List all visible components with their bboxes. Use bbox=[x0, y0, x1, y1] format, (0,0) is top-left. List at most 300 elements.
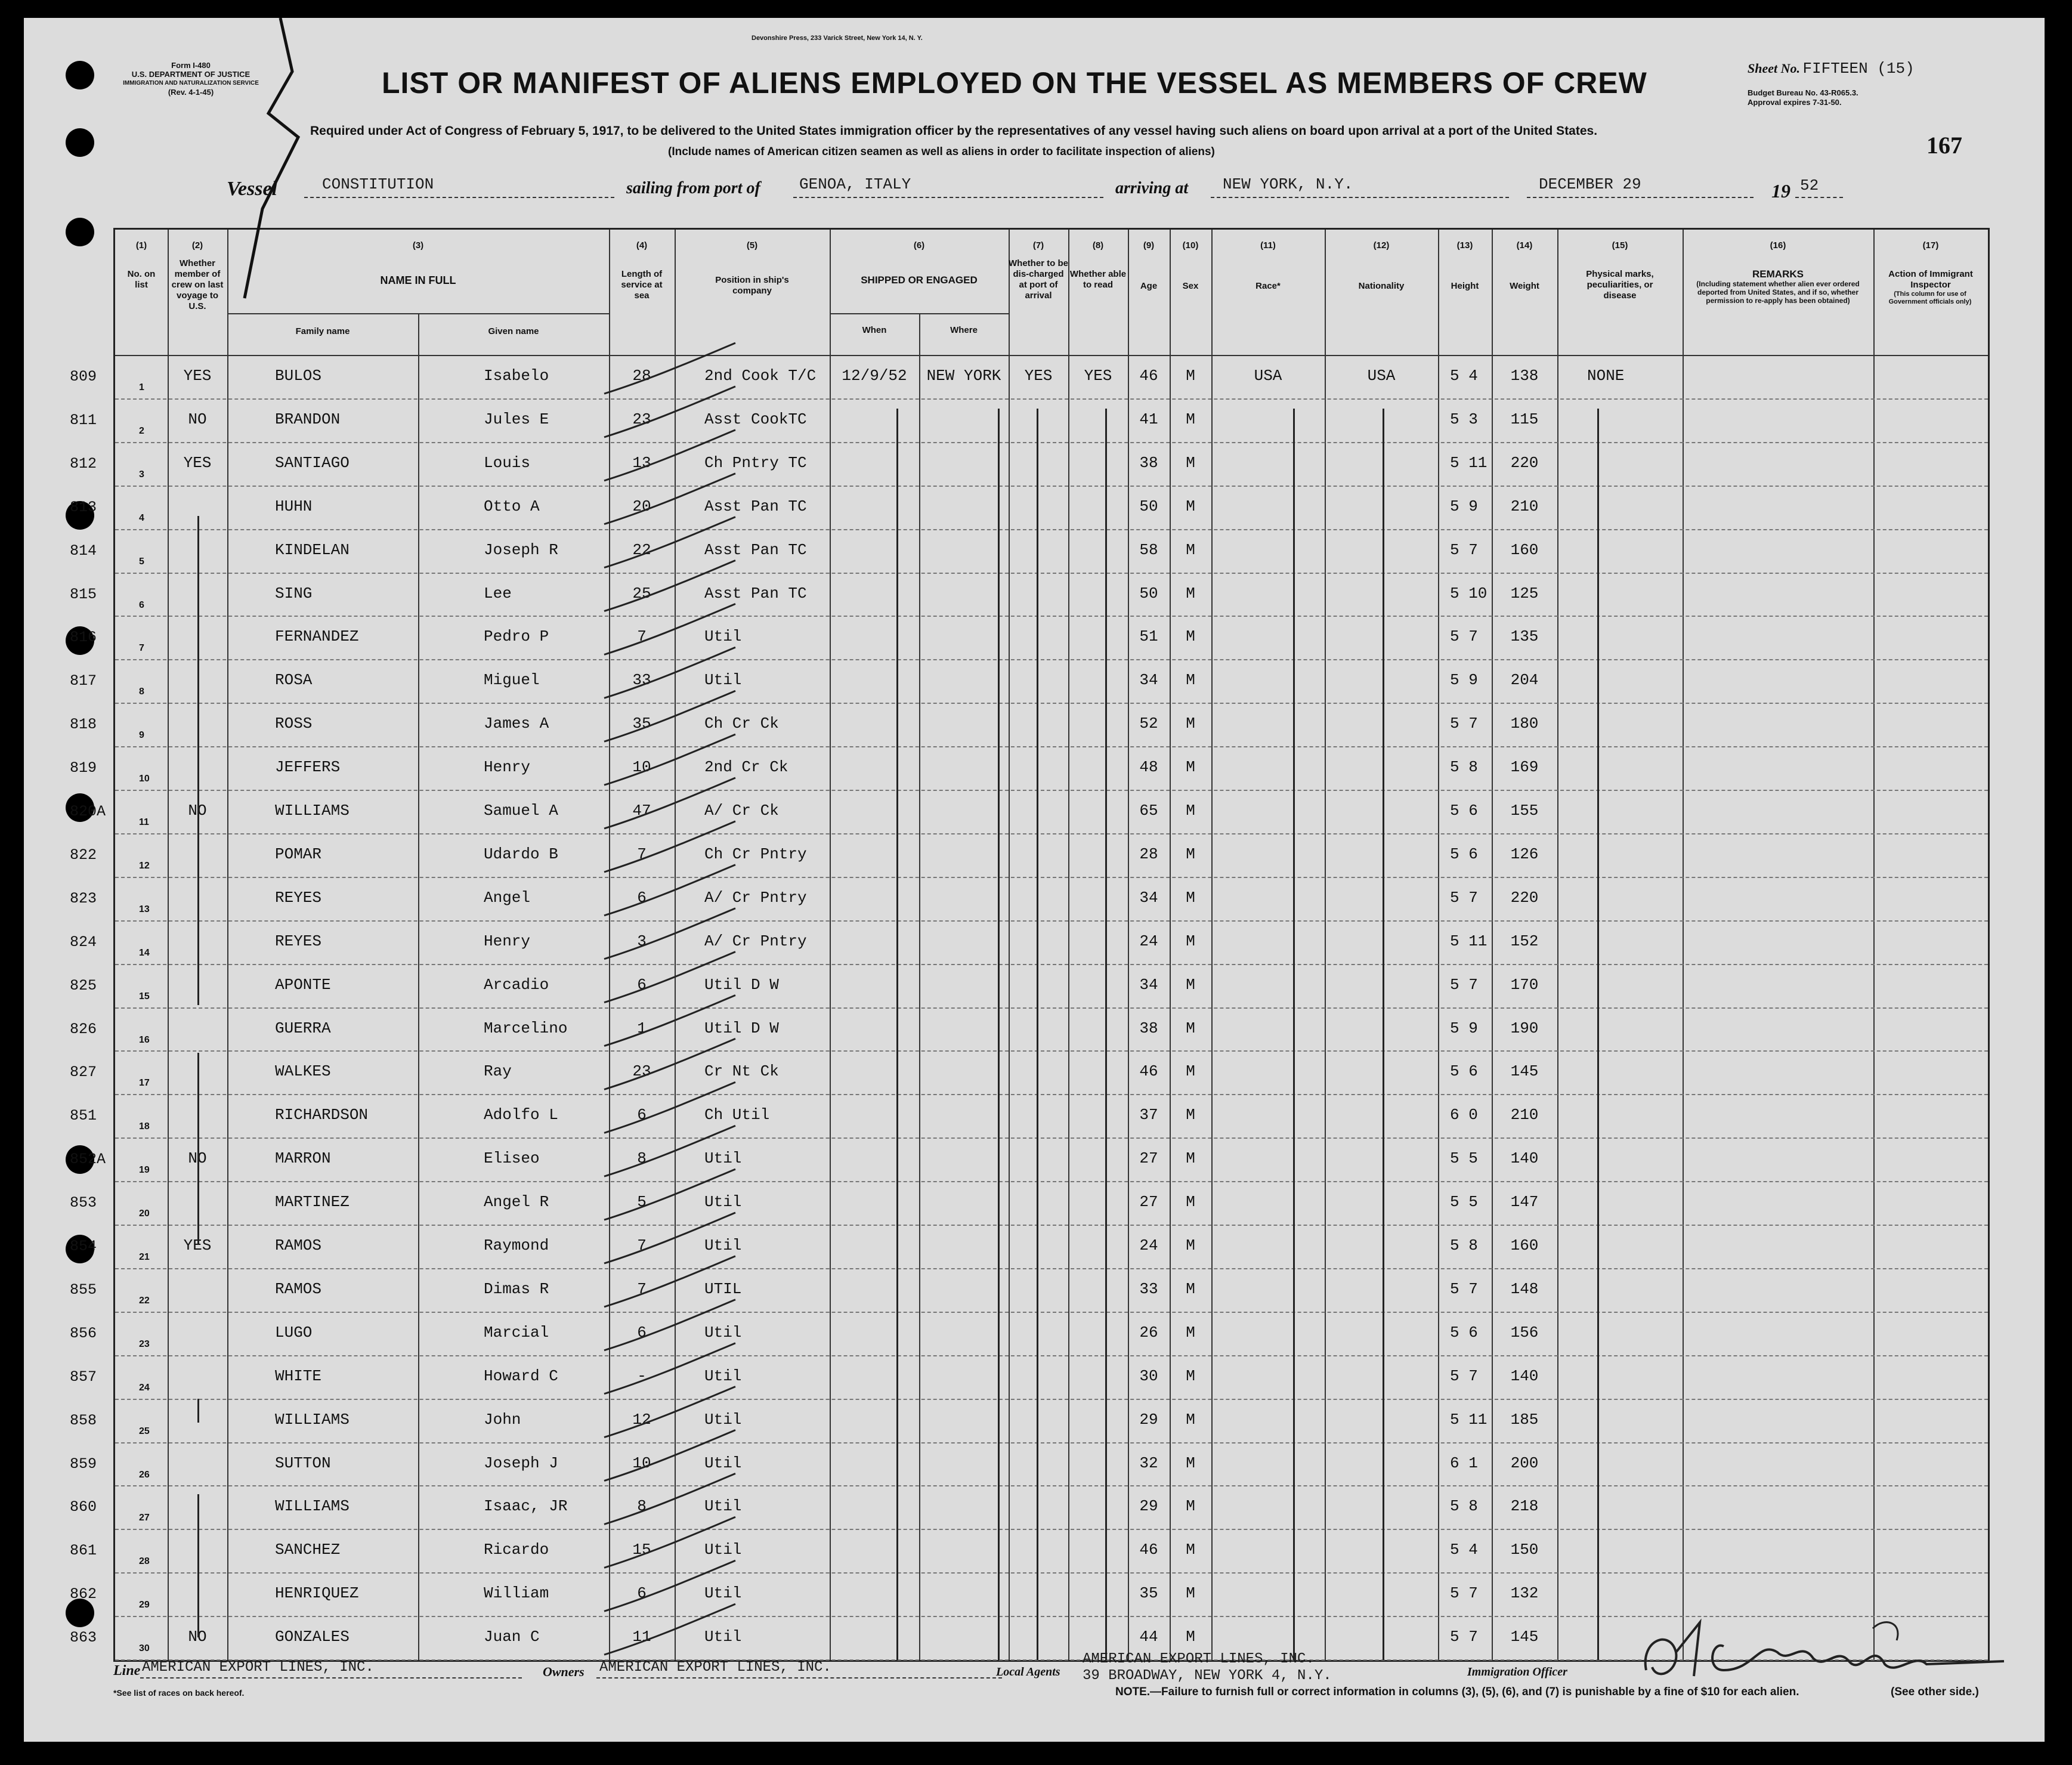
cell-sex: M bbox=[1186, 1628, 1195, 1646]
cell-family: RAMOS bbox=[275, 1237, 322, 1254]
cell-age: 27 bbox=[1139, 1193, 1158, 1211]
fine-note: NOTE.—Failure to furnish full or correct information in columns (3), (5), (6), and (7) is punishable by a fine of $10 for each alien. bbox=[1115, 1686, 1799, 1698]
cell-position: Util bbox=[704, 1367, 742, 1385]
check-stroke bbox=[604, 647, 735, 698]
check-strokes bbox=[580, 230, 879, 1660]
cell-given: Henry bbox=[484, 758, 531, 777]
cell-position: Asst Pan TC bbox=[704, 497, 807, 515]
cell-position: Util bbox=[704, 1193, 742, 1211]
col-when: When bbox=[862, 325, 887, 335]
row-divider bbox=[115, 1137, 1988, 1139]
cell-age: 34 bbox=[1139, 671, 1158, 690]
cell-family: ROSS bbox=[275, 715, 313, 733]
cell-age: 29 bbox=[1139, 1497, 1158, 1516]
cell-sex: M bbox=[1186, 975, 1195, 994]
cell-age: 50 bbox=[1139, 497, 1158, 515]
cell-age: 32 bbox=[1139, 1454, 1158, 1472]
row-number: 16 bbox=[139, 1034, 150, 1045]
cell-age: 27 bbox=[1139, 1149, 1158, 1168]
col-family-name: Family name bbox=[295, 326, 350, 336]
cell-height: 5 8 bbox=[1450, 1497, 1478, 1516]
officer-label: Immigration Officer bbox=[1467, 1665, 1567, 1679]
ditto-mark bbox=[197, 516, 199, 1005]
cell-sex: M bbox=[1186, 1106, 1195, 1124]
row-number: 25 bbox=[139, 1426, 150, 1436]
vessel-label: Vessel bbox=[227, 178, 277, 200]
cell-age: 29 bbox=[1139, 1410, 1158, 1429]
cell-position: Util bbox=[704, 1541, 742, 1559]
check-stroke bbox=[604, 1082, 735, 1133]
row-code: 825 bbox=[70, 976, 97, 994]
cell-weight: 150 bbox=[1510, 1541, 1539, 1559]
cell-weight: 160 bbox=[1510, 540, 1539, 559]
row-number: 21 bbox=[139, 1252, 150, 1262]
row-code: 852A bbox=[70, 1151, 106, 1169]
cell-weight: 152 bbox=[1510, 932, 1539, 950]
cell-crew: NO bbox=[188, 410, 207, 428]
check-stroke bbox=[604, 1300, 735, 1350]
check-stroke bbox=[604, 865, 735, 916]
row-divider bbox=[115, 1007, 1988, 1009]
sheet-value: FIFTEEN (15) bbox=[1802, 60, 1915, 78]
check-stroke bbox=[604, 1387, 735, 1438]
row-number: 6 bbox=[139, 599, 144, 610]
check-stroke bbox=[604, 343, 735, 394]
row-divider bbox=[115, 1442, 1988, 1443]
row-code: 863 bbox=[70, 1629, 97, 1647]
line-label: Line bbox=[113, 1663, 141, 1679]
row-code: 857 bbox=[70, 1368, 97, 1386]
row-divider bbox=[115, 573, 1988, 574]
cell-position: Asst Pan TC bbox=[704, 584, 807, 602]
page-title: LIST OR MANIFEST OF ALIENS EMPLOYED ON THE VESSEL AS MEMBERS OF CREW bbox=[382, 66, 1647, 100]
cell-age: 34 bbox=[1139, 888, 1158, 907]
cell-given: Angel R bbox=[484, 1193, 549, 1211]
cell-age: 35 bbox=[1139, 1584, 1158, 1603]
row-code: 819 bbox=[70, 759, 97, 777]
cell-family: JEFFERS bbox=[275, 758, 341, 777]
row-number: 30 bbox=[139, 1643, 150, 1654]
col-shipped-engaged: SHIPPED OR ENGAGED bbox=[861, 274, 978, 286]
cell-position: Util bbox=[704, 1410, 742, 1429]
ditto-mark bbox=[896, 409, 898, 1660]
cell-weight: 115 bbox=[1510, 410, 1539, 428]
cell-sex: M bbox=[1186, 1323, 1195, 1341]
check-stroke bbox=[604, 387, 735, 437]
check-stroke bbox=[604, 1473, 735, 1524]
cell-weight: 220 bbox=[1510, 453, 1539, 472]
cell-position: Util bbox=[704, 1497, 742, 1516]
row-divider bbox=[115, 1225, 1988, 1226]
cell-service: 25 bbox=[632, 584, 651, 602]
cell-height: 5 4 bbox=[1450, 367, 1478, 385]
check-stroke bbox=[604, 734, 735, 785]
cell-age: 41 bbox=[1139, 410, 1158, 428]
cell-sex: M bbox=[1186, 1019, 1195, 1037]
cell-age: 48 bbox=[1139, 758, 1158, 777]
cell-age: 26 bbox=[1139, 1323, 1158, 1341]
cell-height: 6 0 bbox=[1450, 1106, 1478, 1124]
row-divider bbox=[115, 833, 1988, 834]
cell-position: Ch Util bbox=[704, 1106, 770, 1124]
cell-given: John bbox=[484, 1410, 521, 1429]
check-stroke bbox=[604, 778, 735, 829]
cell-sex: M bbox=[1186, 1237, 1195, 1254]
row-code: 814 bbox=[70, 542, 97, 560]
col-position: Position in ship's company bbox=[715, 275, 789, 296]
cell-weight: 155 bbox=[1510, 802, 1539, 820]
cell-weight: 145 bbox=[1510, 1062, 1539, 1081]
row-code: 809 bbox=[70, 368, 97, 385]
cell-height: 5 7 bbox=[1450, 715, 1478, 733]
row-number: 9 bbox=[139, 730, 144, 741]
row-code: 853 bbox=[70, 1194, 97, 1212]
cell-weight: 135 bbox=[1510, 628, 1539, 646]
check-stroke bbox=[604, 1560, 735, 1611]
cell-service: 23 bbox=[632, 410, 651, 428]
page-number: 167 bbox=[1926, 132, 1962, 159]
row-code: 817 bbox=[70, 672, 97, 690]
cell-position: Util bbox=[704, 671, 742, 690]
col-given-name: Given name bbox=[488, 326, 539, 336]
cell-height: 5 7 bbox=[1450, 1628, 1478, 1646]
row-code: 811 bbox=[70, 411, 97, 429]
cell-weight: 132 bbox=[1510, 1584, 1539, 1603]
cell-given: Samuel A bbox=[484, 802, 558, 820]
cell-sex: M bbox=[1186, 1541, 1195, 1559]
cell-given: Jules E bbox=[484, 410, 549, 428]
cell-family: SANTIAGO bbox=[275, 453, 350, 472]
cell-given: Juan C bbox=[484, 1628, 540, 1646]
cell-service: 47 bbox=[632, 802, 651, 820]
races-note: *See list of races on back hereof. bbox=[113, 1688, 245, 1698]
row-divider bbox=[115, 746, 1988, 747]
row-divider bbox=[115, 1268, 1988, 1269]
cell-sex: M bbox=[1186, 497, 1195, 515]
cell-position: 2nd Cr Ck bbox=[704, 758, 788, 777]
cell-position: Util bbox=[704, 1323, 742, 1341]
cell-race: USA bbox=[1254, 367, 1282, 385]
cell-position: Util bbox=[704, 1237, 742, 1254]
sheet-label: Sheet No. bbox=[1748, 61, 1800, 76]
check-stroke bbox=[604, 1126, 735, 1176]
row-divider bbox=[115, 1572, 1988, 1574]
cell-weight: 204 bbox=[1510, 671, 1539, 690]
row-code: 820A bbox=[70, 803, 106, 820]
cell-height: 5 6 bbox=[1450, 802, 1478, 820]
cell-age: 44 bbox=[1139, 1628, 1158, 1646]
cell-position: Ch Pntry TC bbox=[704, 453, 807, 472]
owners-value: AMERICAN EXPORT LINES, INC. bbox=[599, 1659, 831, 1676]
check-stroke bbox=[604, 1256, 735, 1307]
cell-given: Marcelino bbox=[484, 1019, 568, 1037]
cell-given: Joseph R bbox=[484, 540, 558, 559]
cell-sex: M bbox=[1186, 845, 1195, 863]
row-number: 7 bbox=[139, 643, 144, 654]
punch-hole bbox=[66, 128, 94, 157]
col-discharged: Whether to be dis-charged at port of arrival bbox=[1009, 258, 1068, 301]
cell-position: UTIL bbox=[704, 1279, 742, 1298]
check-stroke bbox=[604, 1430, 735, 1481]
row-code: 860 bbox=[70, 1498, 97, 1516]
service: IMMIGRATION AND NATURALIZATION SERVICE bbox=[123, 80, 259, 86]
cell-service: 33 bbox=[632, 671, 651, 690]
cell-height: 5 7 bbox=[1450, 628, 1478, 646]
cell-weight: 125 bbox=[1510, 584, 1539, 602]
cell-marks: NONE bbox=[1587, 367, 1625, 385]
cell-family: BULOS bbox=[275, 367, 322, 385]
paper-tear bbox=[227, 18, 322, 304]
cell-family: REYES bbox=[275, 932, 322, 950]
cell-given: Ricardo bbox=[484, 1541, 549, 1559]
row-number: 11 bbox=[139, 817, 149, 827]
row-number: 2 bbox=[139, 425, 144, 436]
sailing-label: sailing from port of bbox=[626, 179, 760, 197]
department: U.S. DEPARTMENT OF JUSTICE bbox=[131, 70, 251, 79]
cell-crew: NO bbox=[188, 1149, 207, 1168]
ditto-mark bbox=[1383, 409, 1384, 1660]
cell-age: 30 bbox=[1139, 1367, 1158, 1385]
row-number: 27 bbox=[139, 1513, 150, 1523]
cell-weight: 160 bbox=[1510, 1237, 1539, 1254]
check-stroke bbox=[604, 821, 735, 872]
col-height: Height bbox=[1451, 281, 1479, 291]
check-stroke bbox=[604, 691, 735, 741]
row-number: 5 bbox=[139, 556, 144, 567]
cell-weight: 185 bbox=[1510, 1410, 1539, 1429]
cell-service: 8 bbox=[637, 1497, 647, 1516]
row-number: 14 bbox=[139, 947, 150, 958]
row-number: 10 bbox=[139, 774, 150, 784]
row-number: 20 bbox=[139, 1208, 150, 1219]
cell-service: 6 bbox=[637, 888, 647, 907]
check-stroke bbox=[604, 561, 735, 611]
row-code: 822 bbox=[70, 846, 97, 864]
cell-nationality: USA bbox=[1367, 367, 1396, 385]
check-stroke bbox=[604, 1213, 735, 1263]
cell-sex: M bbox=[1186, 1410, 1195, 1429]
form-id: Form I-480 bbox=[171, 61, 211, 70]
manifest-sheet bbox=[24, 18, 2045, 1742]
cell-sex: M bbox=[1186, 453, 1195, 472]
cell-age: 65 bbox=[1139, 802, 1158, 820]
cell-weight: 147 bbox=[1510, 1193, 1539, 1211]
cell-given: Isabelo bbox=[484, 367, 549, 385]
cell-service: 28 bbox=[632, 367, 651, 385]
cell-given: Eliseo bbox=[484, 1149, 540, 1168]
row-number: 1 bbox=[139, 382, 144, 392]
cell-sex: M bbox=[1186, 1193, 1195, 1211]
cell-service: 5 bbox=[637, 1193, 647, 1211]
cell-weight: 156 bbox=[1510, 1323, 1539, 1341]
col-no-on-list: No. on list bbox=[127, 269, 156, 290]
cell-age: 46 bbox=[1139, 367, 1158, 385]
row-divider bbox=[115, 703, 1988, 704]
cell-height: 5 11 bbox=[1450, 932, 1487, 950]
cell-sex: M bbox=[1186, 1367, 1195, 1385]
arrival-date: DECEMBER 29 bbox=[1539, 175, 1641, 193]
cell-position: A/ Cr Pntry bbox=[704, 888, 807, 907]
see-other-side: (See other side.) bbox=[1891, 1686, 1979, 1698]
row-code: 859 bbox=[70, 1455, 97, 1473]
cell-service: 6 bbox=[637, 1323, 647, 1341]
row-code: 823 bbox=[70, 889, 97, 907]
cell-height: 5 9 bbox=[1450, 1019, 1478, 1037]
ditto-mark bbox=[197, 1494, 199, 1637]
cell-height: 5 7 bbox=[1450, 540, 1478, 559]
punch-hole bbox=[66, 218, 94, 246]
col-length-of-service: Length of service at sea bbox=[621, 269, 663, 301]
officer-signature bbox=[1634, 1605, 2016, 1706]
cell-service: 7 bbox=[637, 1237, 647, 1254]
approval-expires: Approval expires 7-31-50. bbox=[1748, 98, 1842, 107]
cell-age: 24 bbox=[1139, 1237, 1158, 1254]
cell-service: 3 bbox=[637, 932, 647, 950]
col-name-in-full: NAME IN FULL bbox=[380, 274, 456, 286]
row-number: 18 bbox=[139, 1121, 150, 1132]
cell-when: 12/9/52 bbox=[842, 367, 907, 385]
check-stroke bbox=[604, 908, 735, 959]
row-code: 812 bbox=[70, 455, 97, 472]
row-number: 15 bbox=[139, 991, 150, 1001]
cell-sex: M bbox=[1186, 1149, 1195, 1168]
cell-given: Henry bbox=[484, 932, 531, 950]
sheet-number bbox=[1748, 60, 1915, 78]
arriving-label: arriving at bbox=[1115, 179, 1189, 197]
cell-position: A/ Cr Ck bbox=[704, 802, 779, 820]
row-number: 12 bbox=[139, 860, 150, 871]
col-action-inspector: Action of Immigrant Inspector bbox=[1888, 269, 1973, 290]
ditto-mark bbox=[197, 1399, 199, 1423]
cell-family: KINDELAN bbox=[275, 540, 350, 559]
cell-family: RICHARDSON bbox=[275, 1106, 369, 1124]
cell-sex: M bbox=[1186, 367, 1195, 385]
cell-family: WILLIAMS bbox=[275, 1410, 350, 1429]
col-sex: Sex bbox=[1182, 281, 1199, 291]
col-crew-last-voyage: Whether member of crew on last voyage to U.S. bbox=[171, 258, 224, 311]
col-physical-marks: Physical marks, peculiarities, or disease bbox=[1586, 269, 1654, 301]
agents-label: Local Agents bbox=[996, 1665, 1060, 1679]
cell-service: 35 bbox=[632, 715, 651, 733]
cell-service: 1 bbox=[637, 1019, 647, 1037]
cell-family: ROSA bbox=[275, 671, 313, 690]
row-number: 13 bbox=[139, 904, 150, 914]
revision: (Rev. 4-1-45) bbox=[168, 88, 214, 97]
cell-weight: 210 bbox=[1510, 1106, 1539, 1124]
punch-hole bbox=[66, 1599, 94, 1627]
row-number: 29 bbox=[139, 1600, 150, 1611]
cell-family: WILLIAMS bbox=[275, 802, 350, 820]
row-code: 813 bbox=[70, 498, 97, 516]
cell-weight: 126 bbox=[1510, 845, 1539, 863]
row-code: 818 bbox=[70, 716, 97, 734]
cell-given: James A bbox=[484, 715, 549, 733]
cell-height: 5 10 bbox=[1450, 584, 1487, 602]
cell-family: GONZALES bbox=[275, 1628, 350, 1646]
vessel-name: CONSTITUTION bbox=[322, 175, 434, 193]
cell-sex: M bbox=[1186, 1584, 1195, 1603]
cell-weight: 170 bbox=[1510, 975, 1539, 994]
cell-position: Cr Nt Ck bbox=[704, 1062, 779, 1081]
cell-age: 37 bbox=[1139, 1106, 1158, 1124]
cell-given: Raymond bbox=[484, 1237, 549, 1254]
cell-family: GUERRA bbox=[275, 1019, 331, 1037]
cell-age: 51 bbox=[1139, 628, 1158, 646]
cell-position: Util D W bbox=[704, 1019, 779, 1037]
cell-service: 11 bbox=[632, 1628, 651, 1646]
row-code: 826 bbox=[70, 1020, 97, 1038]
cell-position: 2nd Cook T/C bbox=[704, 367, 817, 385]
row-number: 23 bbox=[139, 1339, 150, 1349]
cell-height: 5 6 bbox=[1450, 845, 1478, 863]
agents-address: 39 BROADWAY, NEW YORK 4, N.Y. bbox=[1083, 1668, 1332, 1684]
check-stroke bbox=[604, 1169, 735, 1220]
cell-family: FERNANDEZ bbox=[275, 628, 359, 646]
cell-given: Otto A bbox=[484, 497, 540, 515]
cell-given: Pedro P bbox=[484, 628, 549, 646]
cell-given: Dimas R bbox=[484, 1279, 549, 1298]
owners-label: Owners bbox=[543, 1664, 585, 1679]
check-stroke bbox=[604, 474, 735, 524]
row-divider bbox=[115, 529, 1988, 530]
col-race: Race* bbox=[1255, 281, 1281, 291]
cell-age: 38 bbox=[1139, 1019, 1158, 1037]
cell-position: Util bbox=[704, 1454, 742, 1472]
arrival-port: NEW YORK, N.Y. bbox=[1223, 175, 1353, 193]
row-number: 3 bbox=[139, 469, 144, 480]
cell-family: SANCHEZ bbox=[275, 1541, 341, 1559]
cell-height: 5 7 bbox=[1450, 888, 1478, 907]
cell-service: 7 bbox=[637, 628, 647, 646]
check-stroke bbox=[604, 430, 735, 481]
cell-given: Howard C bbox=[484, 1367, 558, 1385]
cell-position: Ch Cr Ck bbox=[704, 715, 779, 733]
check-stroke bbox=[604, 952, 735, 1003]
row-number: 22 bbox=[139, 1295, 150, 1306]
cell-weight: 140 bbox=[1510, 1367, 1539, 1385]
check-stroke bbox=[604, 517, 735, 568]
ditto-mark bbox=[1293, 409, 1295, 1660]
cell-position: Util D W bbox=[704, 975, 779, 994]
cell-crew: YES bbox=[183, 453, 212, 472]
cell-sex: M bbox=[1186, 1454, 1195, 1472]
ditto-mark bbox=[998, 409, 1000, 1660]
check-stroke bbox=[604, 1343, 735, 1394]
cell-crew: NO bbox=[188, 1628, 207, 1646]
cell-sex: M bbox=[1186, 410, 1195, 428]
cell-family: REYES bbox=[275, 888, 322, 907]
cell-weight: 220 bbox=[1510, 888, 1539, 907]
cell-sex: M bbox=[1186, 1497, 1195, 1516]
row-divider bbox=[115, 964, 1988, 965]
cell-height: 5 8 bbox=[1450, 758, 1478, 777]
row-divider bbox=[115, 1485, 1988, 1486]
check-stroke bbox=[604, 1517, 735, 1568]
cell-weight: 180 bbox=[1510, 715, 1539, 733]
cell-sex: M bbox=[1186, 671, 1195, 690]
cell-read: YES bbox=[1084, 367, 1112, 385]
row-number: 28 bbox=[139, 1556, 150, 1567]
cell-service: 6 bbox=[637, 1106, 647, 1124]
col-remarks: REMARKS bbox=[1752, 268, 1804, 280]
ditto-mark bbox=[197, 1053, 199, 1244]
row-divider bbox=[115, 920, 1988, 922]
cell-age: 50 bbox=[1139, 584, 1158, 602]
cell-service: 7 bbox=[637, 1279, 647, 1298]
row-number: 17 bbox=[139, 1078, 150, 1089]
cell-given: Miguel bbox=[484, 671, 540, 690]
cell-service: - bbox=[637, 1367, 647, 1385]
